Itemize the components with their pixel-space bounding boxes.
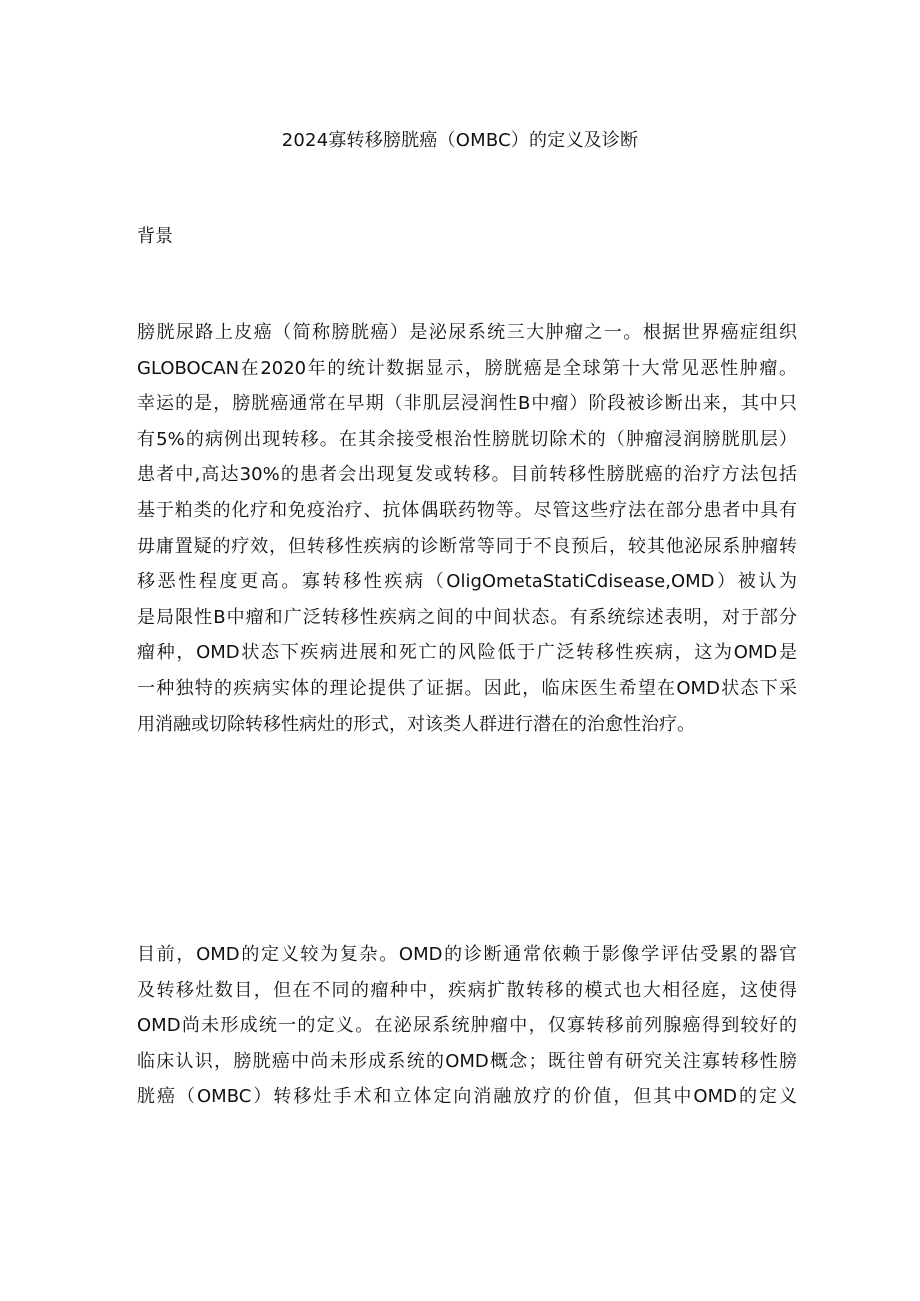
paragraph-line: 用消融或切除转移性病灶的形式，对该类人群进行潜在的治愈性治疗。	[137, 713, 695, 735]
paragraph-line: GLOBOCAN在2020年的统计数据显示，膀胱癌是全球第十大常见恶性肿瘤。	[137, 357, 797, 379]
paragraph-line: OMD尚未形成统一的定义。在泌尿系统肿瘤中，仅寡转移前列腺癌得到较好的	[137, 1015, 797, 1037]
section-heading-background: 背景	[137, 226, 173, 247]
paragraph-line: 有5%的病例出现转移。在其余接受根治性膀胱切除术的（肿瘤浸润膀胱肌层）	[137, 428, 797, 450]
paragraph-line: 瘤种，OMD状态下疾病进展和死亡的风险低于广泛转移性疾病，这为OMD是	[137, 642, 797, 664]
paragraph-line: 膀胱尿路上皮癌（简称膀胱癌）是泌尿系统三大肿瘤之一。根据世界癌症组织	[137, 322, 797, 343]
paragraph-line: 临床认识，膀胱癌中尚未形成系统的OMD概念；既往曾有研究关注寡转移性膀	[137, 1050, 797, 1072]
paragraph-2	[137, 942, 797, 1120]
paragraph-line: 一种独特的疾病实体的理论提供了证据。因此，临床医生希望在OMD状态下采	[137, 677, 797, 699]
paragraph-line: 毋庸置疑的疗效，但转移性疾病的诊断常等同于不良预后，较其他泌尿系肿瘤转	[137, 535, 797, 557]
paragraph-line: 基于粕类的化疗和免疫治疗、抗体偶联药物等。尽管这些疗法在部分患者中具有	[137, 499, 797, 521]
paragraph-1	[137, 320, 797, 747]
paragraph-line: 移恶性程度更高。寡转移性疾病（OligOmetaStatiCdisease,OMD）被认为	[137, 571, 797, 593]
paragraph-line: 及转移灶数目，但在不同的瘤种中，疾病扩散转移的模式也大相径庭，这使得	[137, 979, 797, 1001]
paragraph-line: 幸运的是，膀胱癌通常在早期（非肌层浸润性B中瘤）阶段被诊断出来，其中只	[137, 393, 797, 415]
document-title: 2024寡转移膀胱癌（OMBC）的定义及诊断	[281, 130, 639, 151]
paragraph-line: 是局限性B中瘤和广泛转移性疾病之间的中间状态。有系统综述表明，对于部分	[137, 606, 797, 628]
paragraph-line: 胱癌（OMBC）转移灶手术和立体定向消融放疗的价值，但其中OMD的定义	[137, 1086, 797, 1108]
paragraph-line: 目前，OMD的定义较为复杂。OMD的诊断通常依赖于影像学评估受累的器官	[137, 944, 797, 965]
paragraph-line: 患者中,高达30%的患者会出现复发或转移。目前转移性膀胱癌的治疗方法包括	[137, 464, 797, 486]
